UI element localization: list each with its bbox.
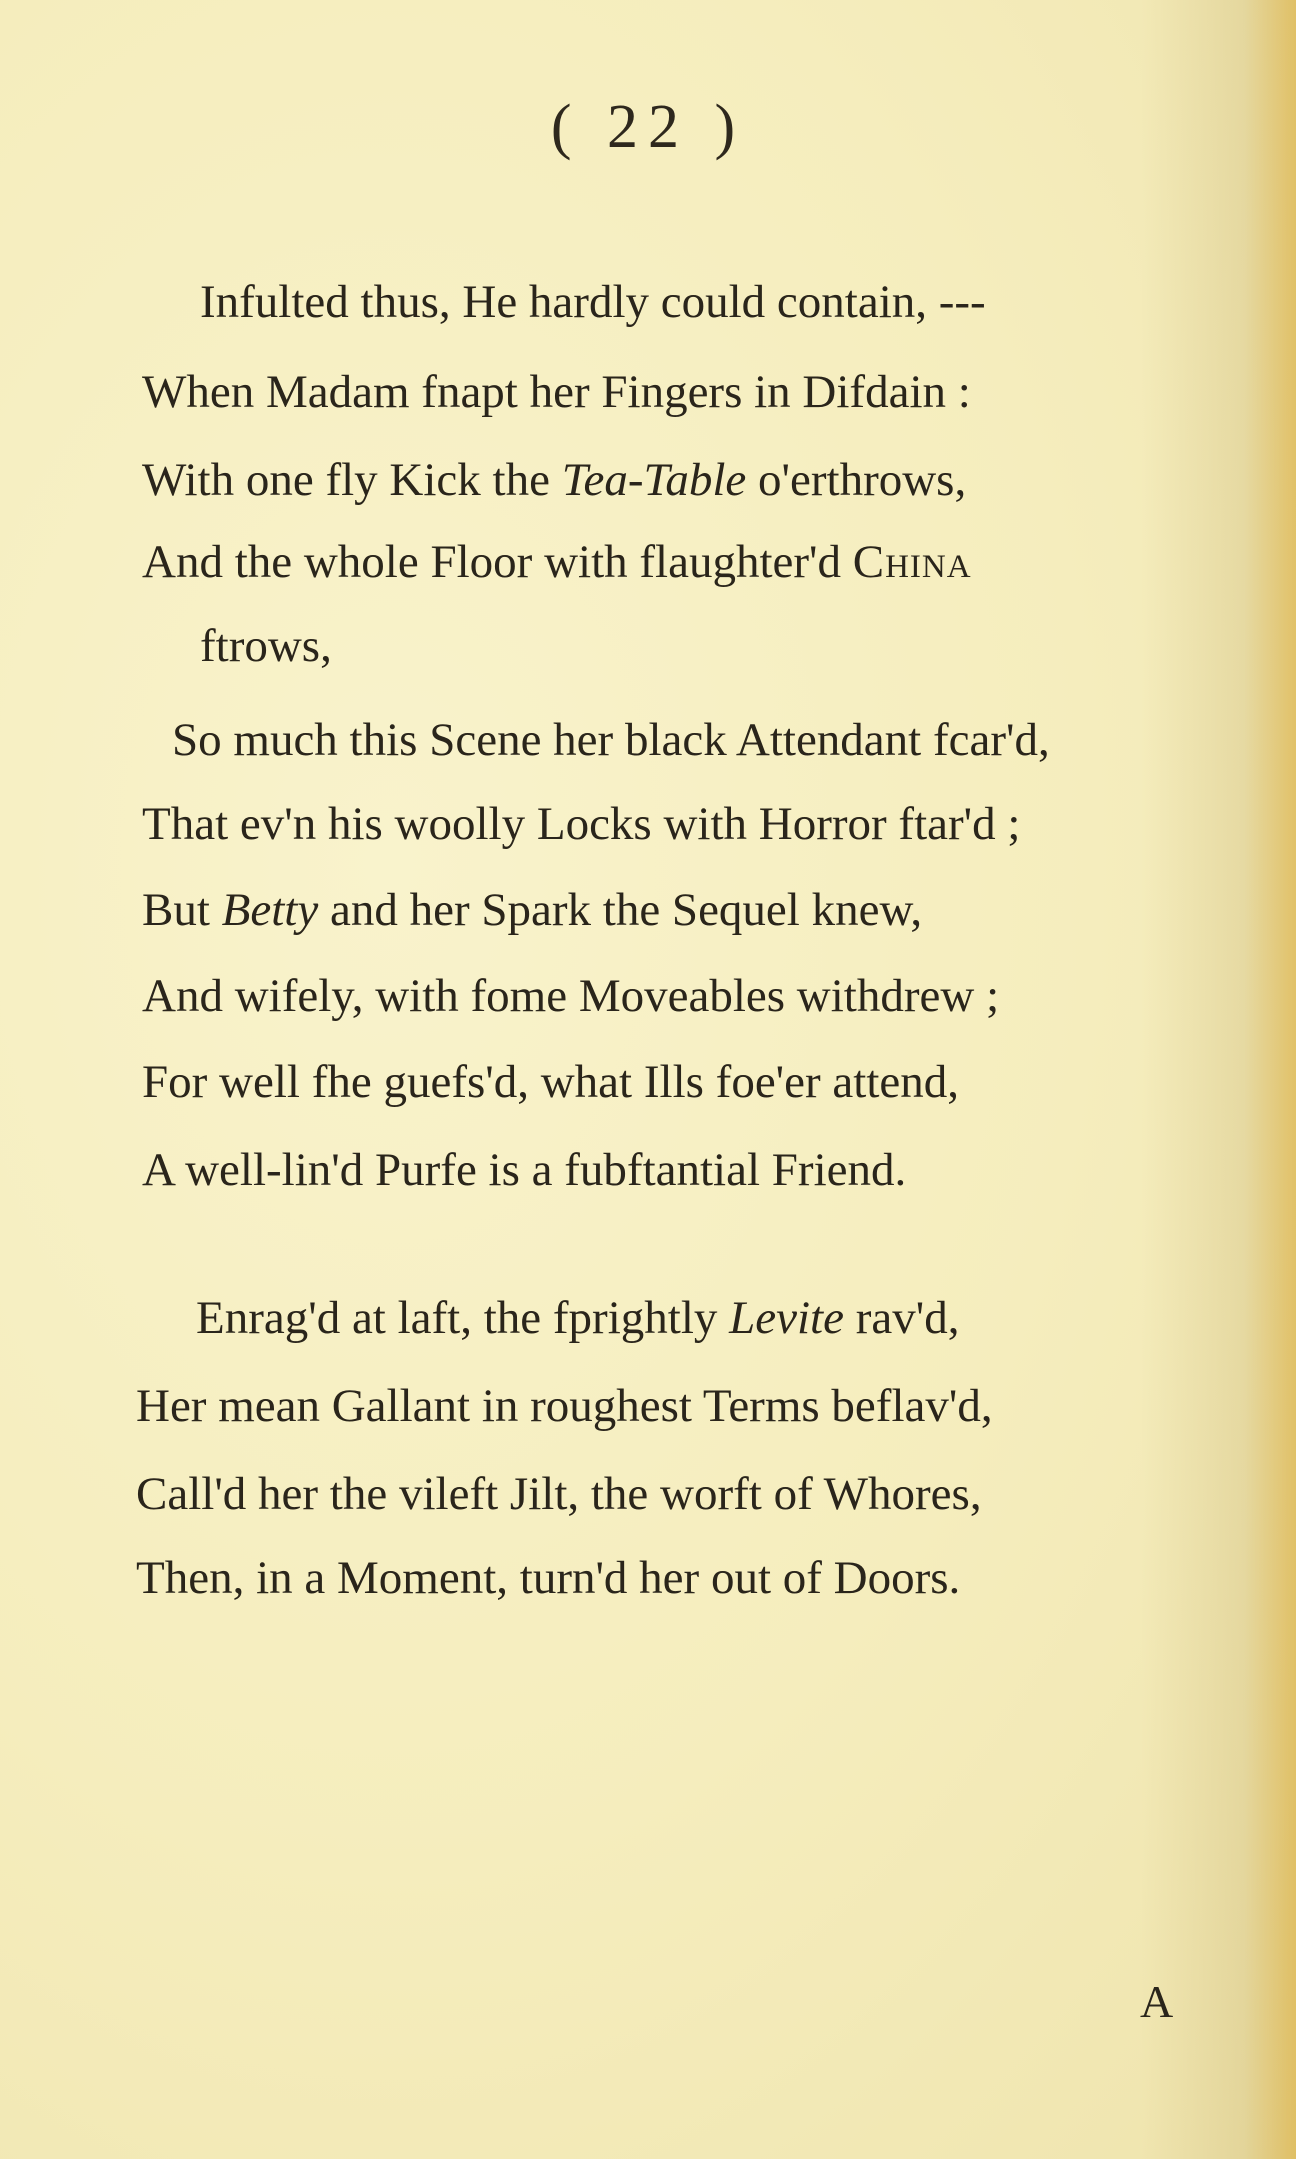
verse-line: And wifely, with fome Moveables withdrew ; xyxy=(142,970,1000,1022)
small-caps-word: China xyxy=(852,536,972,588)
catchword: A xyxy=(1140,1976,1174,2027)
verse-line xyxy=(142,452,966,508)
verse-text: With one fly Kick the xyxy=(142,454,562,506)
verse-line: For well fhe guefs'd, what Ills foe'er attend, xyxy=(142,1056,959,1108)
verse-line: Infulted thus, He hardly could contain, --- xyxy=(200,276,986,328)
verse-line: A well-lin'd Purfe is a fubftantial Friend. xyxy=(142,1144,907,1196)
italic-phrase: Levite xyxy=(729,1292,844,1344)
verse-line: Her mean Gallant in roughest Terms beflav'd, xyxy=(136,1380,993,1432)
verse-line xyxy=(142,882,922,938)
verse-line: So much this Scene her black Attendant fcar'd, xyxy=(172,714,1050,766)
verse-line: ftrows, xyxy=(200,620,332,672)
verse-text: o'erthrows, xyxy=(746,454,967,506)
verse-line xyxy=(142,534,972,590)
verse-line xyxy=(196,1290,959,1346)
verse-line: That ev'n his woolly Locks with Horror ftar'd ; xyxy=(142,798,1021,850)
verse-text: Enrag'd at laft, the fprightly xyxy=(196,1292,730,1344)
verse-text: But xyxy=(142,884,222,936)
verse-line: Then, in a Moment, turn'd her out of Doors. xyxy=(136,1552,961,1604)
italic-phrase: Betty xyxy=(221,884,319,936)
italic-phrase: Tea-Table xyxy=(561,454,747,506)
verse-line: Call'd her the vileft Jilt, the worft of Whores, xyxy=(136,1468,982,1520)
page-number: ( 22 ) xyxy=(550,93,746,161)
verse-line: When Madam fnapt her Fingers in Difdain : xyxy=(142,366,971,418)
verse-text: rav'd, xyxy=(843,1292,960,1344)
verse-text: and her Spark the Sequel knew, xyxy=(318,884,923,936)
verse-text: And the whole Floor with flaughter'd xyxy=(142,536,853,588)
